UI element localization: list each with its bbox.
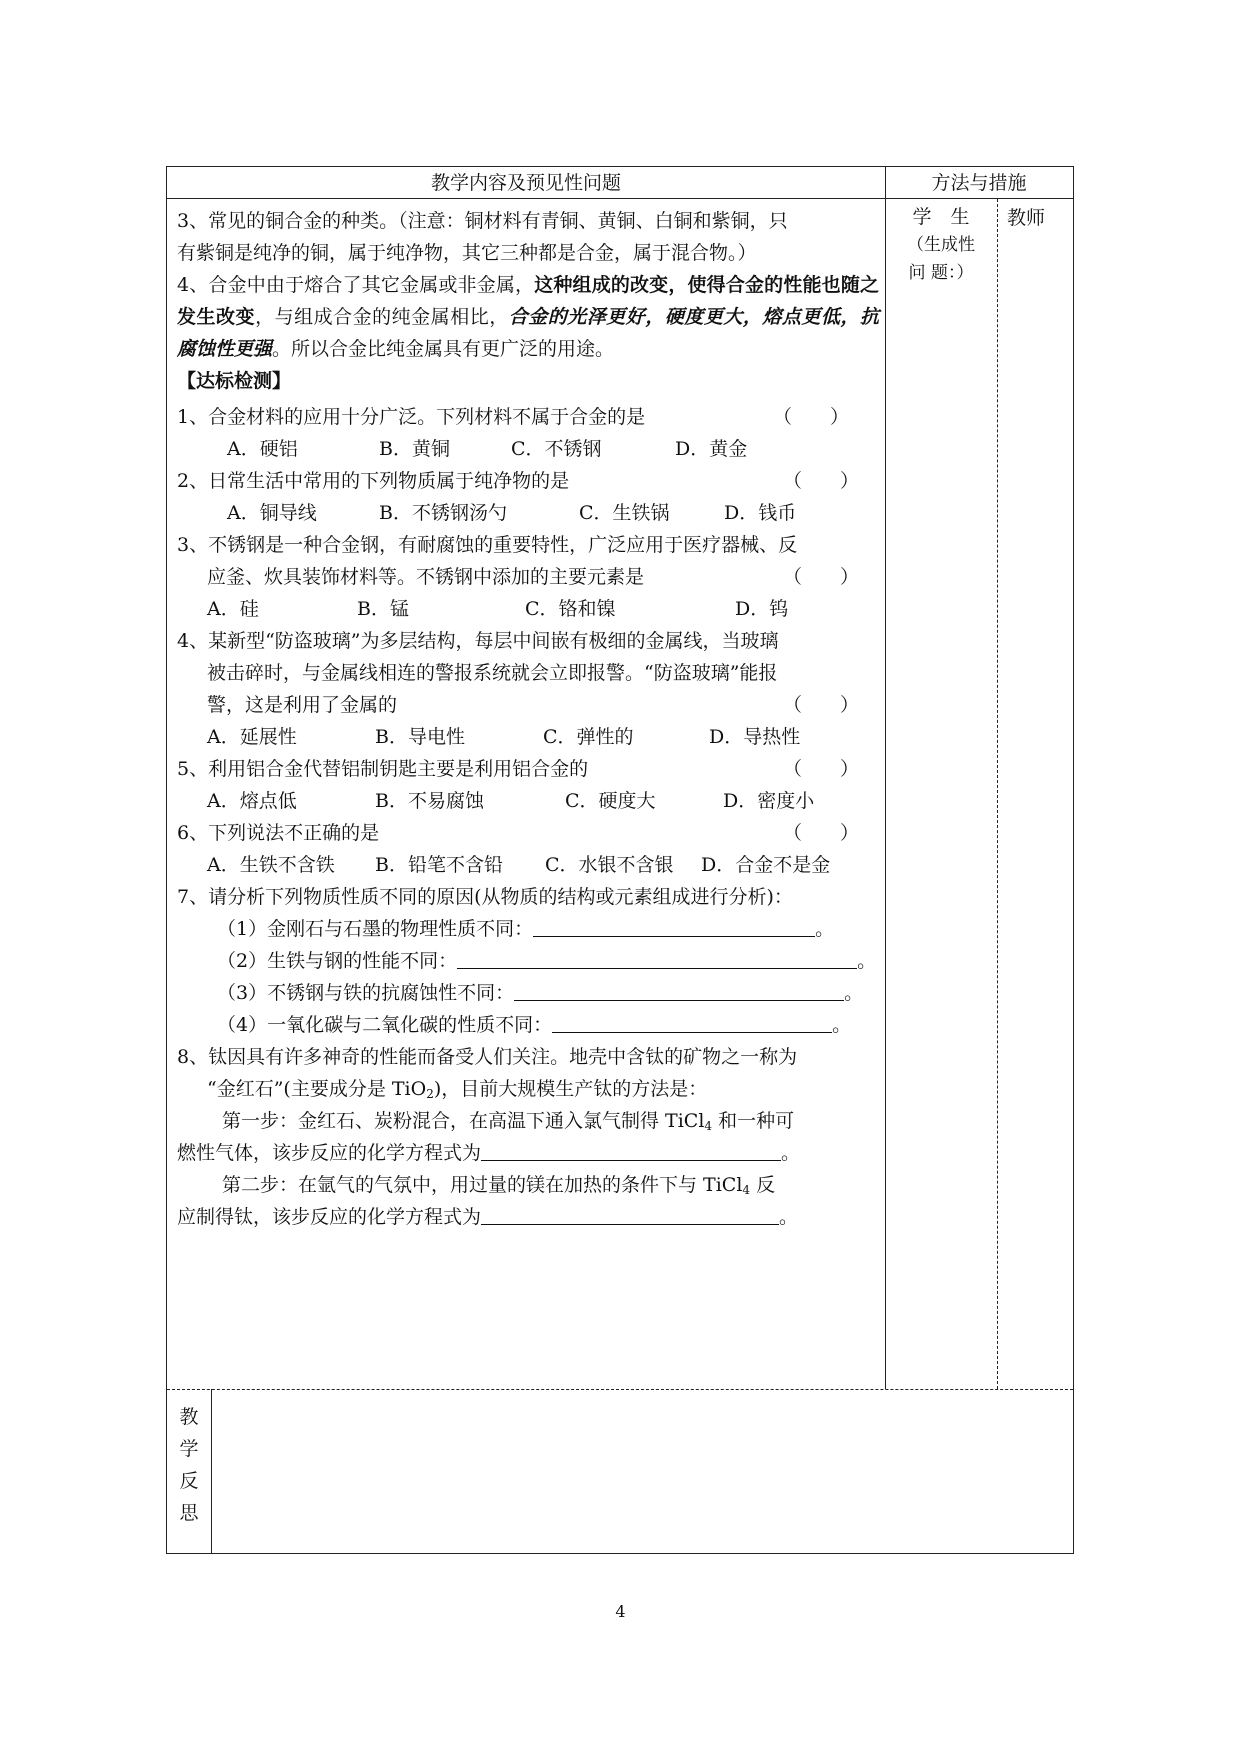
q8-s2b: 反 [750,1174,776,1196]
q4-option-a: A．延展性 [207,726,297,748]
q5-option-c: C．硬度大 [565,790,656,812]
q5-stem [177,753,879,785]
answer-blank[interactable] [533,914,815,937]
q3-option-d: D．钨 [735,598,789,620]
q7-item-4 [177,1009,879,1041]
q1-option-d: D．黄金 [675,438,748,460]
q5-option-a: A．熔点低 [207,790,297,812]
note-4-mid: ，与组成合金的纯金属相比， [255,306,509,328]
q7-end-4: 。 [832,1014,852,1036]
answer-blank[interactable] [552,1010,832,1033]
student-label: 学 生 [912,206,970,228]
q2-options [177,497,879,529]
lesson-table [166,166,1074,1554]
q4-text: 警，这是利用了金属的 [207,694,398,716]
column-divider [885,167,886,1389]
q8-step1 [177,1105,879,1137]
reflection-label [175,1401,203,1529]
header-side: 方法与措施 [931,172,1027,194]
q5-option-b: B．不易腐蚀 [375,790,484,812]
reflection-char-2: 学 [179,1438,199,1460]
q2-paren: （ ） [782,470,859,492]
q2-option-c: C．生铁锅 [579,502,670,524]
q1-stem [177,401,879,433]
q5-options [177,785,879,817]
note-4 [177,269,879,365]
answer-blank[interactable] [514,978,844,1001]
q2-stem [177,465,879,497]
q7-item-1-text: （1）金刚石与石墨的物理性质不同： [217,918,534,940]
reflection-char-1: 教 [179,1406,199,1428]
q6-option-b: B．铅笔不含铅 [375,854,503,876]
q2-text: 2、日常生活中常用的下列物质属于纯净物的是 [177,470,570,492]
page-number: 4 [615,1602,626,1621]
q7-item-4-text: （4）一氧化碳与二氧化碳的性质不同： [217,1014,553,1036]
table-header [167,167,1073,199]
q5-option-d: D．密度小 [723,790,815,812]
q8-s1b: 和一种可 [712,1110,795,1132]
q3-stem-1: 3、不锈钢是一种合金钢，有耐腐蚀的重要特性，广泛应用于医疗器械、反 [177,534,798,556]
q4-stem-2: 被击碎时，与金属线相连的警报系统就会立即报警。“防盗玻璃”能报 [207,662,778,684]
q8-line-1: 8、钛因具有许多神奇的性能而备受人们关注。地壳中含钛的矿物之一称为 [177,1046,798,1068]
ticl4-subscript: 4 [704,1119,713,1133]
q8-step2 [177,1169,879,1201]
q8-l2a: “金红石”(主要成分是 TiO [207,1078,427,1100]
q8-l2b: )，目前大规模生产钛的方法是： [433,1078,708,1100]
q4-stem-3 [177,689,879,721]
q3-option-c: C．铬和镍 [525,598,616,620]
q7-item-1 [177,913,879,945]
q5-paren: （ ） [782,758,859,780]
q6-option-c: C．水银不含银 [545,854,674,876]
q1-option-c: C．不锈钢 [511,438,602,460]
q2-option-d: D．钱币 [724,502,797,524]
q8-s2a: 第二步：在氩气的气氛中，用过量的镁在加热的条件下与 TiCl [222,1174,743,1196]
note-4-end: 。所以合金比纯金属具有更广泛的用途。 [272,338,615,360]
q6-stem [177,817,879,849]
reflection-char-4: 思 [179,1502,199,1524]
q8-end-2: 。 [779,1206,799,1228]
q3-option-b: B．锰 [357,598,409,620]
note-3a: 3、常见的铜合金的种类。（注意：铜材料有青铜、黄铜、白铜和紫铜，只 [177,210,788,232]
ticl4-subscript: 4 [742,1183,751,1197]
q6-paren: （ ） [782,822,859,844]
note-4-bold: 这种组成的改变，使得合金的性能也随之发生改变 [177,274,879,328]
q8-s1c: 燃性气体，该步反应的化学方程式为 [177,1142,482,1164]
q8-end-1: 。 [781,1142,801,1164]
q8-s2c: 应制得钛，该步反应的化学方程式为 [177,1206,482,1228]
q8-step1-cont [177,1137,879,1169]
q2-option-a: A．铜导线 [227,502,317,524]
reflection-char-3: 反 [179,1470,199,1492]
student-column [889,203,993,287]
q2-option-b: B．不锈钢汤勺 [379,502,507,524]
q8-step2-cont [177,1201,879,1233]
teacher-column: 教师 [1007,207,1046,229]
row-divider [167,1389,1073,1390]
q3-option-a: A．硅 [207,598,259,620]
dashed-divider [997,199,998,1389]
q8-line-2 [177,1073,879,1105]
q7-end-2: 。 [857,950,877,972]
q3-text: 应釜、炊具装饰材料等。不锈钢中添加的主要元素是 [207,566,645,588]
answer-blank[interactable] [481,1202,779,1225]
q4-stem-1: 4、某新型“防盗玻璃”为多层结构，每层中间嵌有极细的金属线，当玻璃 [177,630,779,652]
q7-end-1: 。 [815,918,835,940]
q4-paren: （ ） [782,694,859,716]
q4-options [177,721,879,753]
q6-option-d: D．合金不是金 [701,854,831,876]
q3-options [177,593,879,625]
q3-stem-2 [177,561,879,593]
tio2-subscript: 2 [426,1087,434,1101]
content-main [177,205,879,1233]
q6-options [177,849,879,881]
q7-item-2-text: （2）生铁与钢的性能不同： [217,950,458,972]
q6-option-a: A．生铁不含铁 [207,854,335,876]
note-4-pre: 4、合金中由于熔合了其它金属或非金属， [177,274,535,296]
q1-text: 1、合金材料的应用十分广泛。下列材料不属于合金的是 [177,406,646,428]
q7-item-3 [177,977,879,1009]
reflection-divider [211,1389,212,1553]
q6-text: 6、下列说法不正确的是 [177,822,380,844]
q4-option-b: B．导电性 [375,726,465,748]
answer-blank[interactable] [457,946,857,969]
q7-item-3-text: （3）不锈钢与铁的抗腐蚀性不同： [217,982,515,1004]
header-main: 教学内容及预见性问题 [430,172,621,194]
q8-s1a: 第一步：金红石、炭粉混合，在高温下通入氯气制得 TiCl [222,1110,705,1132]
answer-blank[interactable] [481,1138,781,1161]
note-4-bold-italic: 合金的光泽更好，硬度更大，熔点更低，抗腐蚀性更强 [177,306,879,360]
q1-paren: （ ） [772,406,849,428]
q3-paren: （ ） [782,566,859,588]
q5-text: 5、利用铝合金代替铝制钥匙主要是利用铝合金的 [177,758,589,780]
student-sub-1: （生成性 [907,235,975,255]
note-3b: 有紫铜是纯净的铜，属于纯净物，其它三种都是合金，属于混合物。） [177,242,757,264]
q7-end-3: 。 [844,982,864,1004]
q7-item-2 [177,945,879,977]
q4-option-c: C．弹性的 [543,726,634,748]
section-title: 【达标检测】 [177,370,292,392]
q7-stem: 7、请分析下列物质性质不同的原因(从物质的结构或元素组成进行分析)： [177,886,793,908]
student-sub-2: 问 题：） [908,263,974,283]
q1-option-b: B．黄铜 [379,438,450,460]
q1-options [177,433,879,465]
q4-option-d: D．导热性 [709,726,801,748]
q1-option-a: A．硬铝 [227,438,298,460]
